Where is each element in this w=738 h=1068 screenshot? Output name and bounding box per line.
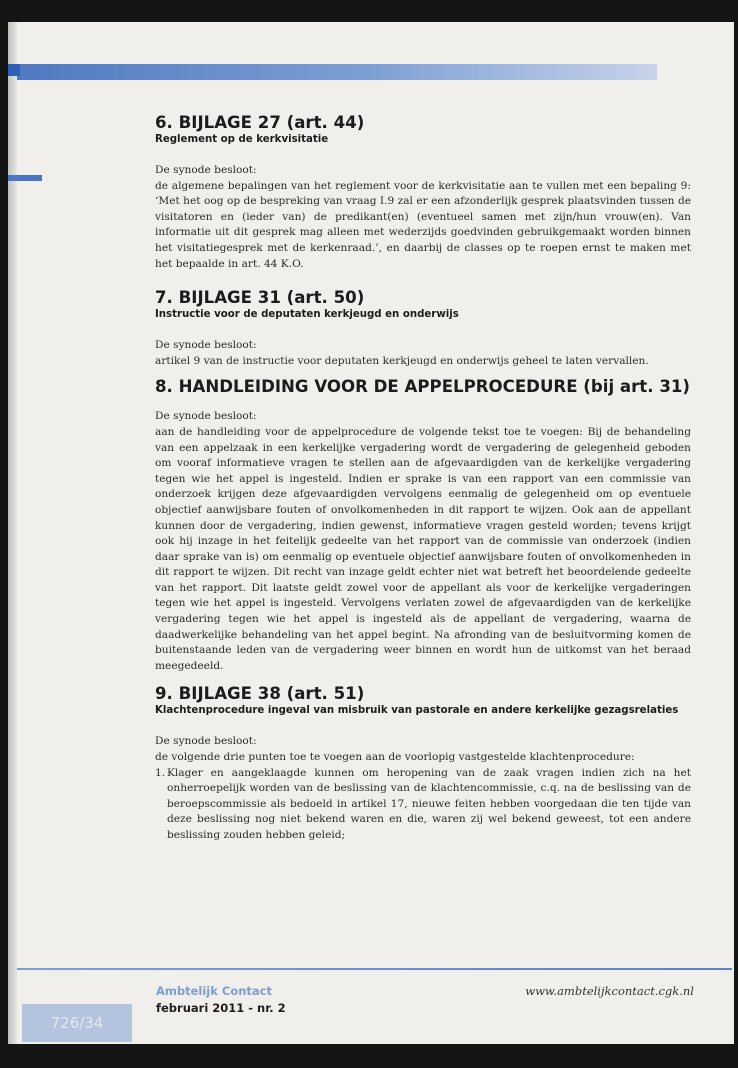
section-title: 8. HANDLEIDING VOOR DE APPELPROCEDURE (bij art. 31) bbox=[155, 377, 690, 397]
publication-name: Ambtelijk Contact bbox=[156, 984, 272, 998]
decision-label: De synode besloot: bbox=[155, 735, 257, 748]
section-9 bbox=[155, 684, 691, 843]
decision-label: De synode besloot: bbox=[155, 410, 257, 423]
section-7 bbox=[155, 288, 691, 369]
section-body: artikel 9 van de instructie voor deputaten kerkjeugd en onderwijs geheel te laten vervallen. bbox=[155, 354, 649, 367]
margin-mark bbox=[8, 64, 20, 76]
footer-publication-block bbox=[156, 983, 286, 1017]
website-link[interactable]: www.ambtelijkcontact.cgk.nl bbox=[525, 984, 694, 998]
section-subtitle: Instructie voor de deputaten kerkjeugd en onderwijs bbox=[155, 309, 459, 321]
footer-rule bbox=[17, 968, 732, 970]
section-title: 9. BIJLAGE 38 (art. 51) bbox=[155, 684, 365, 704]
decision-label: De synode besloot: bbox=[155, 339, 257, 352]
section-title: 7. BIJLAGE 31 (art. 50) bbox=[155, 288, 365, 308]
margin-mark bbox=[8, 175, 42, 181]
list-number: 1. bbox=[155, 766, 166, 779]
page-number: 726/34 bbox=[22, 1004, 132, 1042]
section-subtitle: Reglement op de kerkvisitatie bbox=[155, 134, 329, 145]
section-title: 6. BIJLAGE 27 (art. 44) bbox=[155, 113, 365, 132]
section-body: aan de handleiding voor de appelprocedure de volgende tekst toe te voegen: Bij de behandeling van een appelzaak in een kerkelijke vergadering wordt de vergadering de gelegenheid geboden om vooraf informatieve vragen te stellen aan de afgevaardigden van de kerkelijke vergadering tegen wie het appel is ingesteld. Indien er sprake is van een rapport van een commissie van onderzoek krijgen deze afgevaardigden vervolgens eenmalig de gelegenheid om op eventuele objectief aanwijsbare fouten of onvolkomenheden in dit rapport te wijzen. Ook aan de appellant kunnen door de vergadering, indien gewenst, informatieve vragen gesteld worden; tevens krijgt ook hij inzage in het feitelijk gedeelte van het rapport van de commissie van onderzoek (indien daar sprake van is) om eenmalig op eventuele objectief aanwijsbare fouten of onvolkomenheden in dit rapport te wijzen. Dit recht van inzage geldt echter niet wat betreft het beoordelende gedeelte van het rapport. Dit laatste geldt zowel voor de appellant als voor de kerkelijke vergaderingen tegen wie het appel is ingesteld. Vervolgens verlaten zowel de afgevaardigden van de kerkelijke vergadering tegen wie het appel is ingesteld als de appellant de vergadering, waarna de daadwerkelijke behandeling van het appel begint. Na afronding van de besluitvorming komen de buitenstaande leden van de vergadering weer binnen en wordt hun de uitkomst van het beraad meegedeeld. bbox=[155, 425, 691, 672]
document-body bbox=[155, 113, 691, 844]
list-item bbox=[155, 766, 691, 844]
decision-label: De synode besloot: bbox=[155, 164, 257, 176]
section-subtitle: Klachtenprocedure ingeval van misbruik van pastorale en andere kerkelijke gezagsrelaties bbox=[155, 705, 679, 717]
section-body: de volgende drie punten toe te voegen aan de voorlopig vastgestelde klachtenprocedure: bbox=[155, 751, 635, 764]
header-rule bbox=[17, 64, 657, 80]
section-8 bbox=[155, 377, 691, 674]
section-body: de algemene bepalingen van het reglement voor de kerkvisitatie aan te vullen met een bepaling 9: ‘Met het oog op de bespreking van vraag I.9 zal er een afzonderlijk gesprek plaatsvinden tussen de visitatoren en (ieder van) de predikant(en) (eventueel samen met zijn/hun vrouw(en). Van informatie uit dit gesprek mag alleen met wederzijds goedvinden gebruikgemaakt worden binnen het visitatiegesprek met de kerkenraad.’, en daarbij de classes op te roepen ernst te maken met het bepaalde in art. 44 K.O. bbox=[155, 179, 691, 270]
section-6 bbox=[155, 113, 691, 272]
issue-label: februari 2011 - nr. 2 bbox=[156, 1001, 286, 1015]
list-text: Klager en aangeklaagde kunnen om heropening van de zaak vragen indien zich na het onherroepelijk worden van de beslissing van de klachtencommissie, c.q. na de beslissing van de beroepscommissie als bedoeld in artikel 17, nieuwe feiten hebben voorgedaan die ten tijde van deze beslissing nog niet bekend waren en die, waren zij wel bekend geweest, tot een andere beslissing zouden hebben geleid; bbox=[167, 766, 691, 841]
